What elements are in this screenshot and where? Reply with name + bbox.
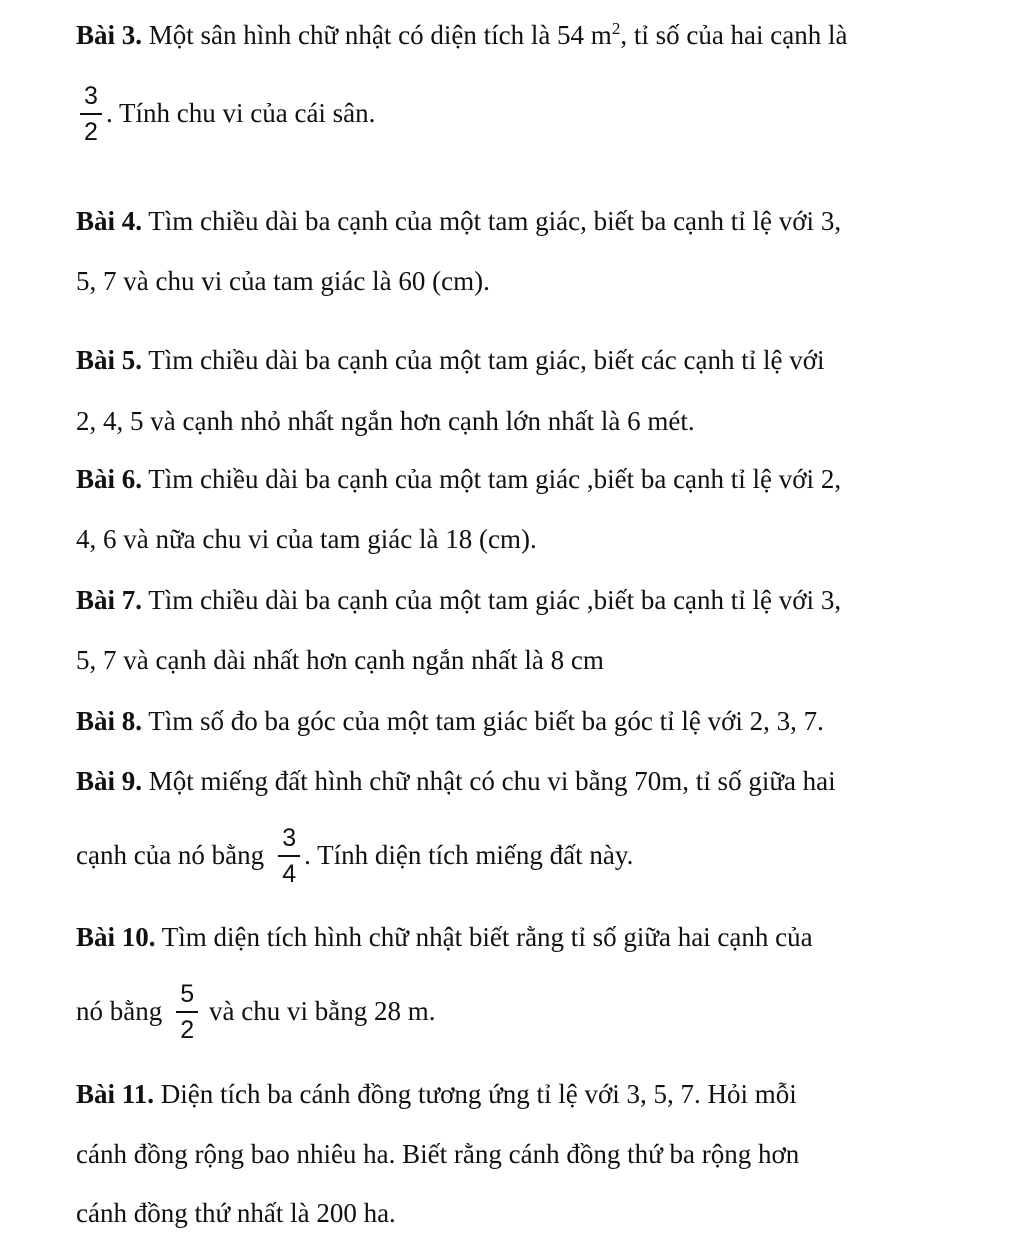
bai-7-text-a: Tìm chiều dài ba cạnh của một tam giác ,biết ba cạnh tỉ lệ với 3, [142,585,842,615]
bai-6-number: Bài 6. [76,464,143,494]
bai-7-line-1 [76,583,841,617]
bai-10-text-a: Tìm diện tích hình chữ nhật biết rằng tỉ số giữa hai cạnh của [155,922,813,952]
bai-10-fraction [176,980,198,1044]
bai-10-numerator: 5 [180,980,195,1008]
bai-9-denominator: 4 [282,859,297,888]
bai-3-text-c: . Tính chu vi của cái sân. [106,98,376,129]
bai-3-numerator: 3 [84,82,98,110]
bai-10-text-c: và chu vi bằng 28 m. [202,996,436,1027]
bai-8-text-a: Tìm số đo ba góc của một tam giác biết ba góc tỉ lệ với 2, 3, 7. [142,706,824,736]
bai-3-superscript: 2 [611,19,621,38]
bai-3-line-1 [76,18,848,52]
bai-5-line-1 [76,343,825,377]
bai-4-line-1 [76,204,841,238]
bai-4-text-a: Tìm chiều dài ba cạnh của một tam giác, biết ba cạnh tỉ lệ với 3, [142,206,842,236]
bai-11-line-1 [76,1077,797,1111]
bai-11-text-a: Diện tích ba cánh đồng tương ứng tỉ lệ với 3, 5, 7. Hỏi mỗi [154,1079,797,1109]
bai-6-line-1 [76,462,841,496]
bai-10-number: Bài 10. [76,922,156,952]
bai-9-number: Bài 9. [76,766,143,796]
fraction-bar [80,113,102,115]
bai-9-fraction [278,824,300,888]
bai-11-number: Bài 11. [76,1079,155,1109]
bai-9-line-2 [76,824,633,888]
bai-3-line-2 [76,82,375,146]
bai-5-text-a: Tìm chiều dài ba cạnh của một tam giác, biết các cạnh tỉ lệ với [142,345,825,375]
bai-10-line-2 [76,980,435,1044]
bai-6-line-2: 4, 6 và nữa chu vi của tam giác là 18 (cm). [76,524,537,554]
bai-11-line-3: cánh đồng thứ nhất là 200 ha. [76,1198,396,1228]
bai-3-fraction [80,82,102,146]
bai-4-number: Bài 4. [76,206,143,236]
bai-10-text-b: nó bằng [76,996,163,1027]
bai-9-line-1 [76,764,836,798]
bai-11-line-2: cánh đồng rộng bao nhiêu ha. Biết rằng cánh đồng thứ ba rộng hơn [76,1139,800,1169]
bai-3-text-b: , tỉ số của hai cạnh là [620,20,848,50]
bai-9-numerator: 3 [282,824,297,852]
bai-3-text-a: Một sân hình chữ nhật có diện tích là 54 m [142,20,612,50]
bai-8-number: Bài 8. [76,706,143,736]
bai-10-denominator: 2 [180,1015,195,1044]
bai-9-text-b: cạnh của nó bằng [76,840,265,871]
bai-9-text-c: . Tính diện tích miếng đất này. [304,840,634,871]
bai-3-denominator: 2 [84,117,98,146]
bai-4-line-2: 5, 7 và chu vi của tam giác là 60 (cm). [76,266,490,296]
bai-7-number: Bài 7. [76,585,143,615]
bai-7-line-2: 5, 7 và cạnh dài nhất hơn cạnh ngắn nhất là 8 cm [76,645,604,675]
fraction-bar [278,855,300,857]
bai-3-number: Bài 3. [76,20,143,50]
bai-10-line-1 [76,920,813,954]
bai-5-line-2: 2, 4, 5 và cạnh nhỏ nhất ngắn hơn cạnh lớn nhất là 6 mét. [76,406,695,436]
bai-8-line-1 [76,704,824,738]
fraction-bar [176,1011,198,1013]
bai-5-number: Bài 5. [76,345,143,375]
bai-6-text-a: Tìm chiều dài ba cạnh của một tam giác ,biết ba cạnh tỉ lệ với 2, [142,464,842,494]
bai-9-text-a: Một miếng đất hình chữ nhật có chu vi bằng 70m, tỉ số giữa hai [142,766,836,796]
